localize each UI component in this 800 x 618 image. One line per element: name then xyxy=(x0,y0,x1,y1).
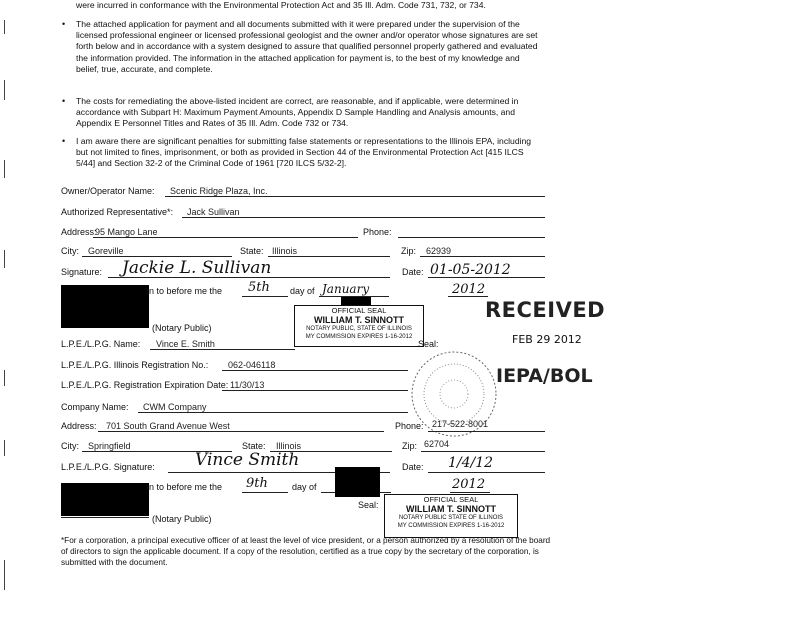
owner-city-line xyxy=(82,256,232,257)
lpe-address-value: 701 South Grand Avenue West xyxy=(106,421,230,431)
owner-date-label: Date: xyxy=(402,267,424,277)
lpe-zip-line xyxy=(421,451,545,452)
auth-rep-line xyxy=(182,217,545,218)
owner-zip-value: 62939 xyxy=(426,246,452,256)
lpe-state-value: Illinois xyxy=(276,441,302,451)
lpe-sworn-day-line xyxy=(242,492,288,493)
owner-sworn-label: rn to before me the xyxy=(146,286,223,296)
owner-state-line xyxy=(268,256,390,257)
footnote: *For a corporation, a principal executive officer of at least the level of vice president, or a person authorized by a resolution of the board of directors to sign the applicable document. If a copy of the resolution, certified as a true copy by the secretary of the corporation, is submitted with the document. xyxy=(61,536,551,567)
scan-edge-mark xyxy=(4,250,11,268)
owner-address-value: 95 Mango Lane xyxy=(95,227,158,237)
intro-bullet-1: The attached application for payment and all documents submitted with it were prepared under the supervision of the licensed professional engineer or licensed professional geologist and the owner and/or operator whose signatures are set forth below and in accordance with a system designed to assure that qualified personnel properly gathered and evaluated the information provided. The information in the attached application for payment is, to the best of my knowledge and belief, true, accurate, and complete. xyxy=(76,19,538,74)
seal1-name: WILLIAM T. SINNOTT xyxy=(314,315,404,325)
lpe-exp-value: 11/30/13 xyxy=(230,380,265,390)
owner-notary-label: (Notary Public) xyxy=(152,323,212,333)
received-stamp: RECEIVED xyxy=(485,298,606,322)
lpe-date-line xyxy=(428,472,545,473)
seal1-state: NOTARY PUBLIC, STATE OF ILLINOIS xyxy=(306,326,412,332)
lpe-seal-label-2: Seal: xyxy=(358,500,379,510)
owner-zip-label: Zip: xyxy=(401,246,417,256)
lpe-address-label: Address: xyxy=(61,421,97,431)
lpe-date-label: Date: xyxy=(402,462,424,472)
lpe-exp-line xyxy=(222,390,408,391)
seal2-expires: MY COMMISSION EXPIRES 1-16-2012 xyxy=(397,523,505,529)
owner-date-script: 01-05-2012 xyxy=(430,262,511,278)
owner-phone-line xyxy=(398,237,545,238)
seal2-title: OFFICIAL SEAL xyxy=(423,495,479,504)
owner-address-line xyxy=(93,237,358,238)
lpe-notary-label: (Notary Public) xyxy=(152,514,212,524)
lpe-phone-line xyxy=(428,431,545,432)
scan-edge-mark xyxy=(4,560,11,590)
bullet-dot: • xyxy=(62,136,66,146)
lpe-address-line xyxy=(98,431,384,432)
bullet-dot: • xyxy=(62,96,66,106)
scan-edge-mark xyxy=(4,160,11,178)
owner-sworn-month: January xyxy=(322,282,370,296)
owner-signature-label: Signature: xyxy=(61,267,103,277)
company-name-value: CWM Company xyxy=(143,402,207,412)
owner-address-label: Address: xyxy=(61,227,97,237)
owner-name-label: Owner/Operator Name: xyxy=(61,186,155,196)
seal1-title: OFFICIAL SEAL xyxy=(331,306,387,315)
owner-zip-line xyxy=(420,256,545,257)
owner-city-label: City: xyxy=(61,246,79,256)
owner-phone-label: Phone: xyxy=(363,227,392,237)
scan-edge-mark xyxy=(4,20,11,34)
lpe-city-value: Springfield xyxy=(88,441,131,451)
lpe-day-of-label: day of xyxy=(292,482,317,492)
lpe-name-line xyxy=(150,349,295,350)
lpe-state-label: State: xyxy=(242,441,266,451)
lpe-seal-label: Seal: xyxy=(418,339,439,349)
lpe-sworn-year-line xyxy=(450,492,490,493)
owner-signature-script: Jackie L. Sullivan xyxy=(122,258,272,278)
redaction-block xyxy=(335,467,380,497)
owner-city-value: Goreville xyxy=(88,246,124,256)
lpe-signature-label: L.P.E./L.P.G. Signature: xyxy=(61,462,155,472)
lpe-phone-label: Phone: xyxy=(395,421,424,431)
lpe-name-label: L.P.E./L.P.G. Name: xyxy=(61,339,141,349)
intro-top-fragment: were incurred in conformance with the Environmental Protection Act and 35 Ill. Adm. Code 731, 732, or 734. xyxy=(76,0,486,10)
owner-sworn-day-line xyxy=(242,296,288,297)
scan-edge-mark xyxy=(4,80,11,100)
owner-name-value: Scenic Ridge Plaza, Inc. xyxy=(170,186,268,196)
redaction-block xyxy=(61,483,149,516)
notary-seal-2 xyxy=(384,494,518,538)
company-name-line xyxy=(138,412,408,413)
lpe-exp-label: L.P.E./L.P.G. Registration Expiration Date: xyxy=(61,380,229,390)
auth-rep-value: Jack Sullivan xyxy=(187,207,240,217)
lpe-notary-line xyxy=(61,517,149,518)
lpe-sworn-year: 2012 xyxy=(452,477,486,492)
lpe-date-script: 1/4/12 xyxy=(448,455,494,471)
seal1-expires: MY COMMISSION EXPIRES 1-16-2012 xyxy=(305,334,413,340)
owner-sworn-year: 2012 xyxy=(452,282,486,297)
lpe-name-value: Vince E. Smith xyxy=(156,339,215,349)
owner-sworn-day: 5th xyxy=(248,280,270,295)
lpe-reg-line xyxy=(222,370,408,371)
scan-edge-mark xyxy=(4,370,11,386)
lpe-signature-script: Vince Smith xyxy=(195,450,300,470)
lpe-phone-value: 217-522-8001 xyxy=(432,419,489,429)
owner-day-of-label: day of xyxy=(290,286,315,296)
owner-state-value: Illinois xyxy=(272,246,298,256)
company-name-label: Company Name: xyxy=(61,402,129,412)
lpe-city-label: City: xyxy=(61,441,79,451)
bullet-dot: • xyxy=(62,19,66,29)
scan-edge-mark xyxy=(4,440,11,456)
lpe-sworn-label: rn to before me the xyxy=(146,482,223,492)
lpe-sworn-day: 9th xyxy=(246,476,268,491)
lpe-zip-value: 62704 xyxy=(424,439,450,449)
redaction-block xyxy=(61,285,149,328)
seal2-state: NOTARY PUBLIC STATE OF ILLINOIS xyxy=(398,515,504,521)
intro-bullet-3: I am aware there are significant penalties for submitting false statements or representations to the Illinois EPA, including but not limited to fines, imprisonment, or both as provided in Section 44 of the Environmental Protection Act [415 ILCS 5/44] and Section 32-2 of the Criminal Code of 1961 [720 ILCS 5/32-2]. xyxy=(76,136,532,169)
auth-rep-label: Authorized Representative*: xyxy=(61,207,174,217)
intro-bullet-2: The costs for remediating the above-listed incident are correct, are reasonable, and if applicable, were determined in accordance with Subpart H: Maximum Payment Amounts, Appendix D Sample Handling and Analysis amounts, and Appendix E Personnel Titles and Rates of 35 Ill. Adm. Code 732 or 734. xyxy=(76,96,519,129)
owner-name-line xyxy=(165,196,545,197)
lpe-reg-value: 062-046118 xyxy=(228,360,276,370)
lpe-zip-label: Zip: xyxy=(402,441,418,451)
lpe-reg-label: L.P.E./L.P.G. Illinois Registration No.: xyxy=(61,360,209,370)
received-date: FEB 29 2012 xyxy=(512,333,582,346)
owner-state-label: State: xyxy=(240,246,264,256)
notary-seal-1 xyxy=(294,305,424,347)
received-office: IEPA/BOL xyxy=(496,365,593,387)
seal2-name: WILLIAM T. SINNOTT xyxy=(406,504,496,514)
